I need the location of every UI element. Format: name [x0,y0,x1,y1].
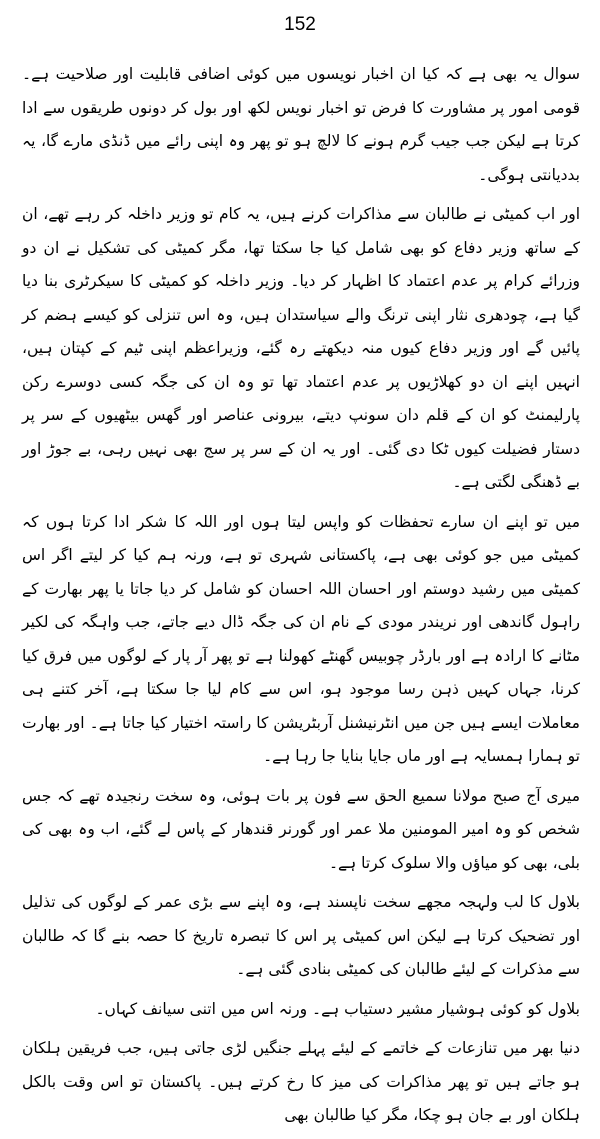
paragraph: اور اب کمیٹی نے طالبان سے مذاکرات کرنے ہیں، یہ کام تو وزیر داخلہ کر رہے تھے، ان کے ساتھ وزیر دفاع کو بھی شامل کیا جا سکتا تھا، مگر کمیٹی کی تشکیل نے ان دو وزرائے کرام پر عدم اعتماد کا اظہار کر دیا۔ وزیر داخلہ کو کمیٹی کا سیکرٹری بنا دیا گیا ہے، چودھری نثار اپنی ترنگ والے سیاستدان ہیں، وہ اس تنزلی کو کیسے ہضم کر پائیں گے اور وزیر دفاع کیوں منہ دیکھتے رہ گئے، وزیراعظم اپنی ٹیم کے کپتان ہیں، انہیں اپنے ان دو کھلاڑیوں پر عدم اعتماد تھا تو وہ ان کی جگہ کسی دوسرے رکن پارلیمنٹ کو ان کے قلم دان سونپ دیتے، بیرونی عناصر اور گھس بیٹھیوں کے سر پر دستار فضیلت کیوں ٹکا دی گئی۔ اور یہ ان کے سر پر سج بھی نہیں رہی، بے جوڑ اور بے ڈھنگی لگتی ہے۔ [22,205,580,491]
paragraph: میری آج صبح مولانا سمیع الحق سے فون پر بات ہوئی، وہ سخت رنجیدہ تھے کہ جس شخص کو وہ امیر المومنین ملا عمر اور گورنر قندھار کے پاس لے گئے، اب وہ بھی کی بلی، بھی کو میاؤں والا سلوک کرتا ہے۔ [22,786,580,872]
paragraph: سوال یہ بھی ہے کہ کیا ان اخبار نویسوں میں کوئی اضافی قابلیت اور صلاحیت ہے۔ قومی امور پر مشاورت کا فرض تو اخبار نویس لکھ اور بول کر دونوں طریقوں سے ادا کرتا ہے لیکن جب جیب گرم ہونے کا لالچ ہو تو پھر وہ اپنی رائے میں ڈنڈی مارے گا، یہ بددیانتی ہوگی۔ [22,65,580,184]
page-body-text [22,58,580,1139]
paragraph: بلاول کو کوئی ہوشیار مشیر دستیاب ہے۔ ورنہ اس میں اتنی سیانف کہاں۔ [95,999,580,1018]
page-number: 152 [284,14,316,35]
paragraph: میں تو اپنے ان سارے تحفظات کو واپس لیتا ہوں اور اللہ کا شکر ادا کرتا ہوں کہ کمیٹی میں جو کوئی بھی ہے، پاکستانی شہری تو ہے، ورنہ ہم کیا کر لیتے اگر اس کمیٹی میں رشید دوستم اور احسان اللہ احسان کو شامل کر دیا جاتا یا پھر بھارت کے راہول گاندھی اور نریندر مودی کے نام ان کی جگہ ڈال دیے جاتے، جب واہگہ کی لکیر مٹانے کا ارادہ ہے اور بارڈر چوبیس گھنٹے کھولنا ہے تو پھر آر پار کے لوگوں میں فرق کیا کرنا، جہاں کہیں ذہن رسا موجود ہو، اس سے کام لیا جا سکتا ہے، آخر کتنے ہی معاملات ایسے ہیں جن میں انٹرنیشنل آربٹریشن کا راستہ اختیار کیا جاتا ہے۔ اور بھارت تو ہمارا ہمسایہ ہے اور ماں جایا بنایا جا رہا ہے۔ [22,512,580,765]
paragraph: بلاول کا لب ولہجہ مجھے سخت ناپسند ہے، وہ اپنے سے بڑی عمر کے لوگوں کی تذلیل اور تضحیک کرتا ہے لیکن اس کمیٹی پر اس کا تبصرہ تاریخ کا حصہ بنے گا کہ طالبان سے مذکرات کے لیئے طالبان کی کمیٹی بنادی گئی ہے۔ [22,893,580,978]
paragraph: دنیا بھر میں تنازعات کے خاتمے کے لیئے پہلے جنگیں لڑی جاتی ہیں، جب فریقین ہلکان ہو جاتے ہیں تو پھر مذاکرات کی میز کا رخ کرتے ہیں۔ پاکستان تو اس وقت بالکل ہلکان اور بے جان ہو چکا، مگر کیا طالبان بھی [22,1039,580,1124]
